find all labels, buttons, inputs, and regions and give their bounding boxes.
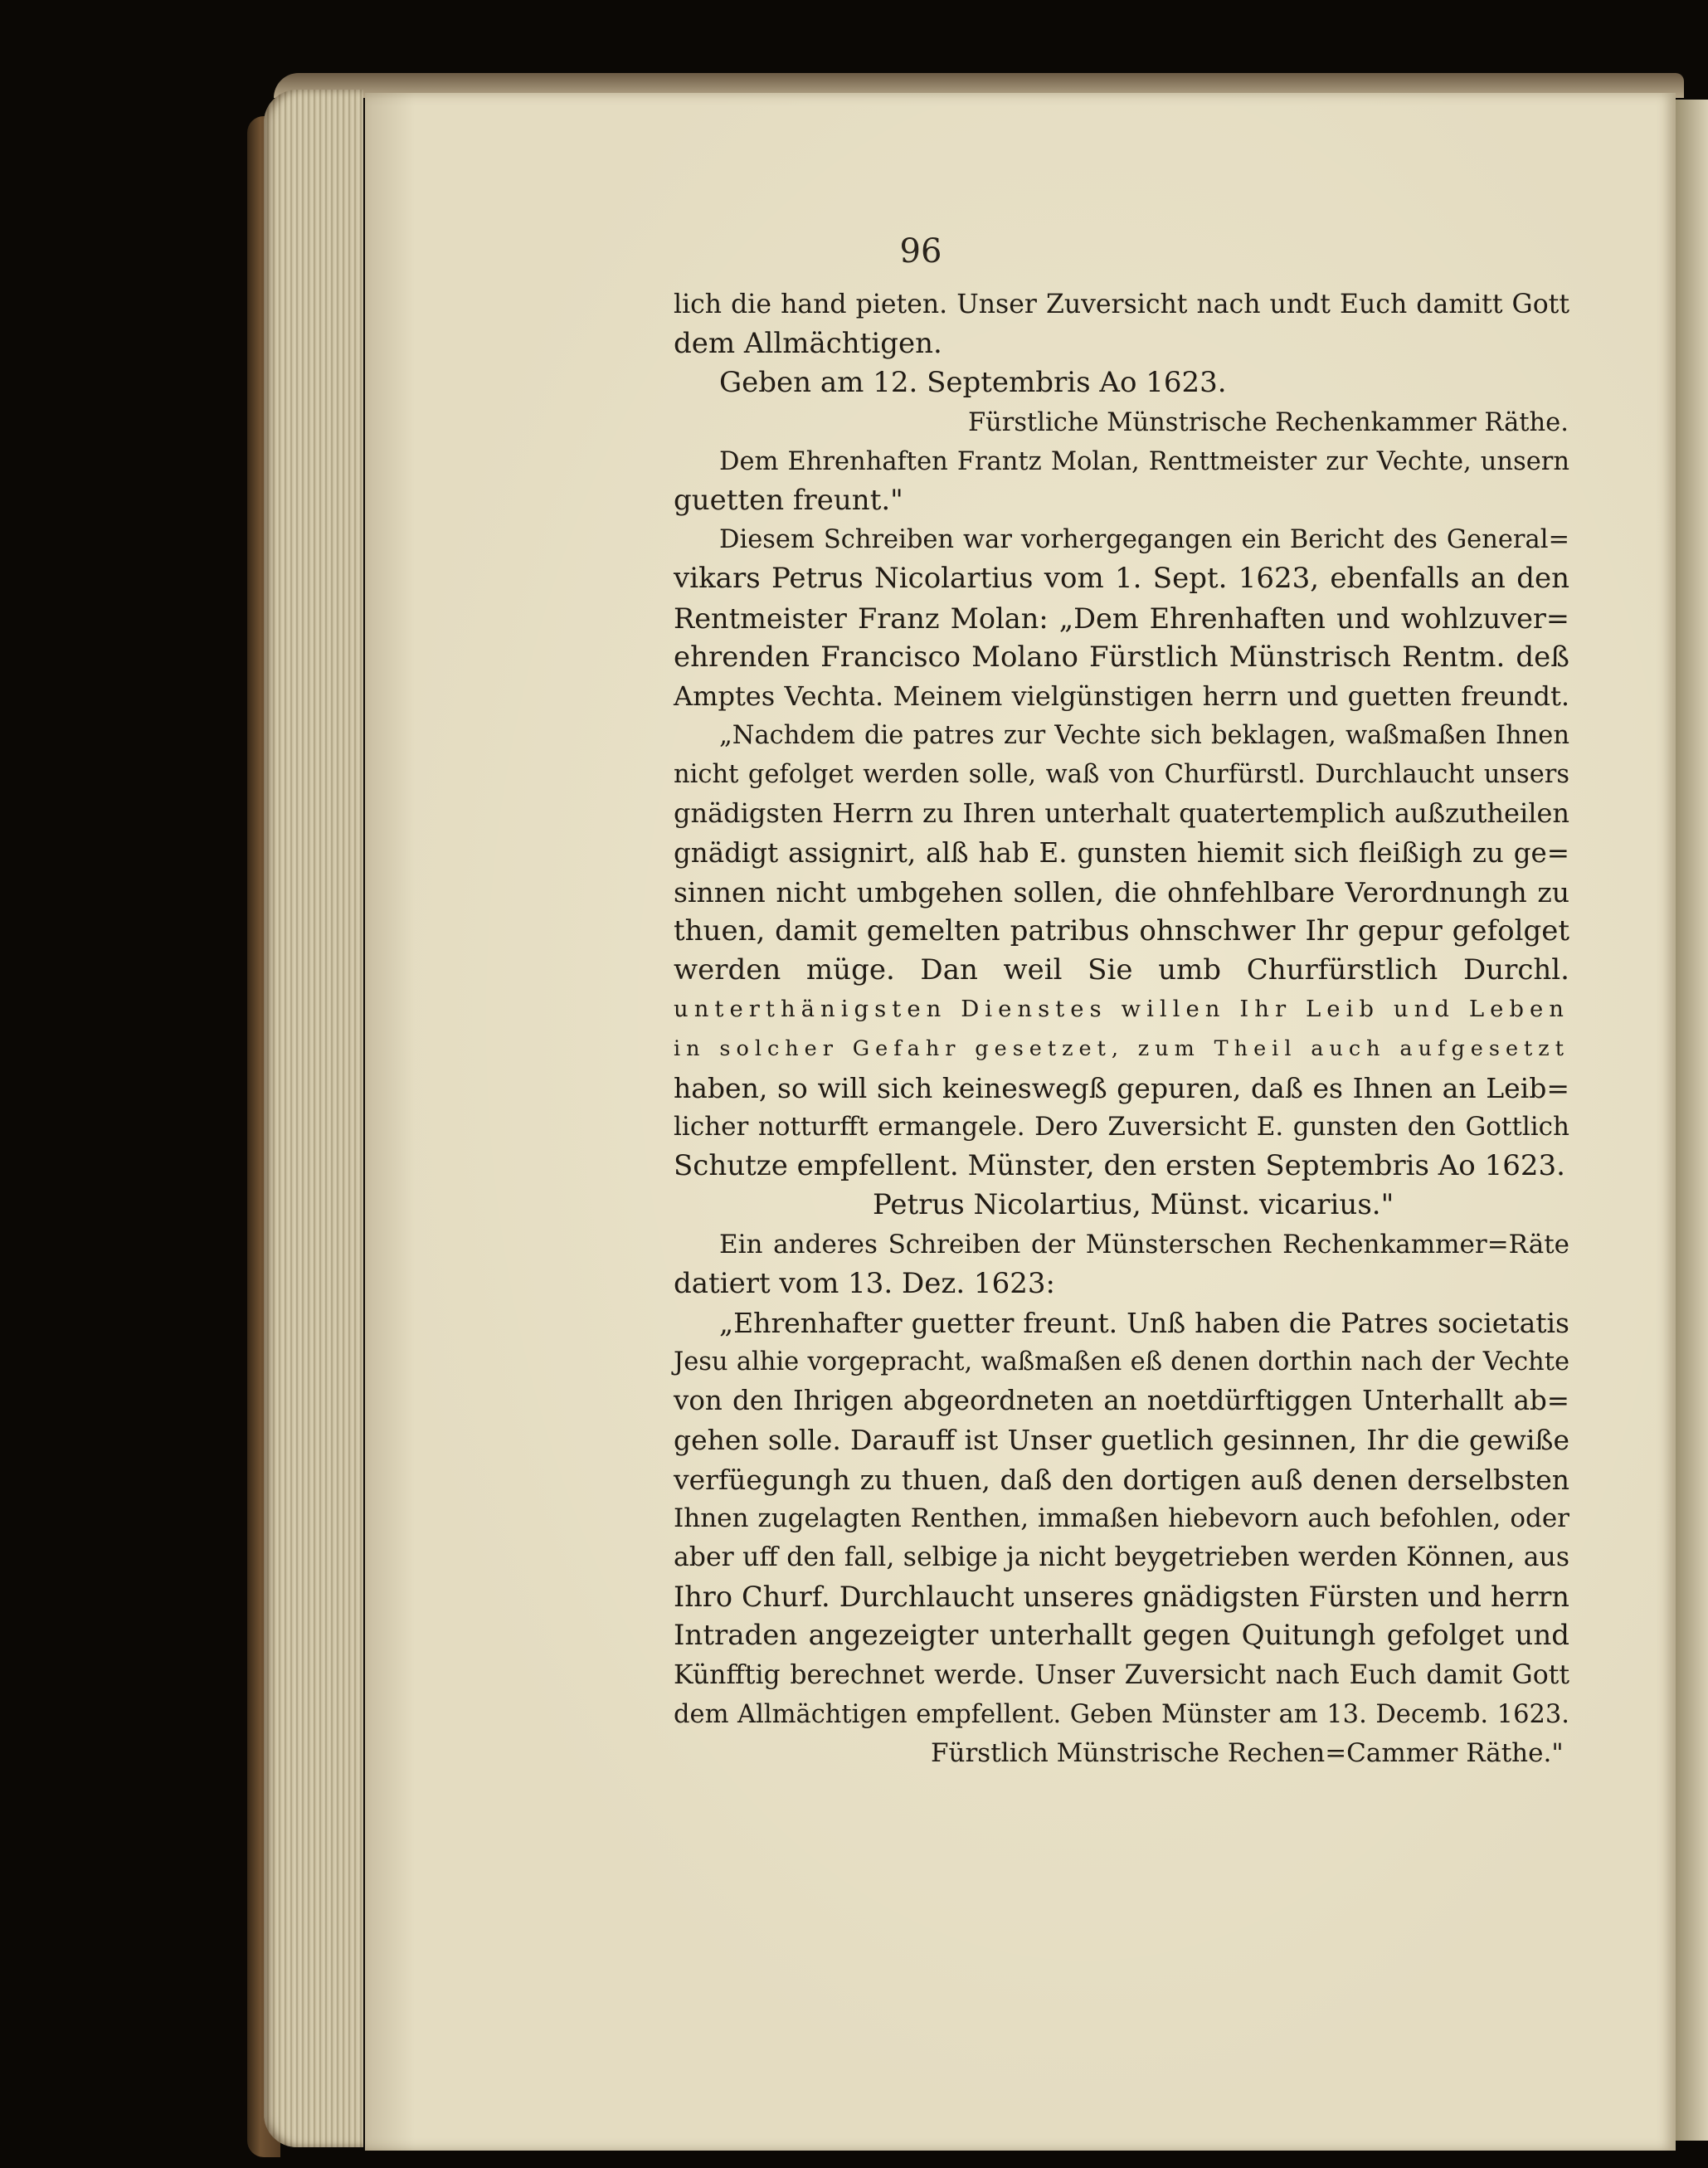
text-line: datiert vom 13. Dez. 1623:	[674, 1266, 1055, 1300]
facing-page-edge	[1676, 100, 1708, 2141]
text-line: Rentmeister Franz Molan: „Dem Ehrenhaften und wohlzuver=	[674, 602, 1569, 635]
text-line: Amptes Vechta. Meinem vielgünstigen herrn und guetten freundt.	[674, 680, 1569, 712]
text-line: werden müge. Dan weil Sie umb Churfürstlich Durchl.	[674, 953, 1569, 987]
text-line: Dem Ehrenhaften Frantz Molan, Renttmeister zur Vechte, unsern	[719, 446, 1569, 476]
text-line: thuen, damit gemelten patribus ohnschwer Ihr gepur gefolget	[674, 914, 1569, 948]
text-line: Intraden angezeigter unterhallt gegen Quitungh gefolget und	[674, 1619, 1569, 1653]
page-stack-edge	[264, 90, 363, 2147]
text-line: gnädigt assignirt, alß hab E. gunsten hiemit sich fleißigh zu ge=	[674, 836, 1569, 869]
text-line: nicht gefolget werden solle, waß von Churfürstl. Durchlaucht unsers	[674, 760, 1569, 790]
signature-line: Fürstlich Münstrische Rechen=Cammer Räthe."	[931, 1737, 1564, 1768]
text-line: Geben am 12. Septembris Ao 1623.	[719, 366, 1227, 400]
text-line: Künfftig berechnet werde. Unser Zuversicht nach Euch damit Gott	[674, 1659, 1569, 1690]
page-number: 96	[899, 232, 942, 270]
text-line: Ein anderes Schreiben der Münsterschen Rechenkammer=Räte	[719, 1229, 1569, 1259]
text-line: Diesem Schreiben war vorhergegangen ein Bericht des General=	[719, 525, 1569, 555]
text-line: gnädigsten Herrn zu Ihren unterhalt quatertemplich außzutheilen	[674, 797, 1569, 830]
text-line: sinnen nicht umbgehen sollen, die ohnfehlbare Verordnungh zu	[674, 875, 1569, 909]
text-line: Jesu alhie vorgepracht, waßmaßen eß denen dorthin nach der Vechte	[674, 1347, 1569, 1377]
text-line: haben, so will sich keineswegß gepuren, daß es Ihnen an Leib=	[674, 1071, 1569, 1104]
text-line: verfüegungh zu thuen, daß den dortigen auß denen derselbsten	[674, 1463, 1569, 1496]
text-line: Ihro Churf. Durchlaucht unseres gnädigsten Fürsten und herrn	[674, 1581, 1569, 1614]
text-line: „Nachdem die patres zur Vechte sich beklagen, waßmaßen Ihnen	[719, 721, 1569, 751]
text-line: in solcher Gefahr gesetzet, zum Theil auch aufgesetzt	[674, 1035, 1569, 1061]
text-line: licher notturfft ermangele. Dero Zuversicht E. gunsten den Gottlich	[674, 1111, 1569, 1142]
text-line: dem Allmächtigen empfellent. Geben Münster am 13. Decemb. 1623.	[674, 1699, 1569, 1729]
text-line: gehen solle. Darauff ist Unser guetlich gesinnen, Ihr die gewiße	[674, 1424, 1569, 1457]
book-page	[365, 93, 1676, 2151]
text-line: aber uff den fall, selbige ja nicht beygetrieben werden Können, aus	[674, 1542, 1569, 1572]
text-line: Ihnen zugelagten Renthen, immaßen hiebevorn auch befohlen, oder	[674, 1503, 1569, 1533]
signature-line: Petrus Nicolartius, Münst. vicarius."	[873, 1188, 1394, 1222]
signature-line: Fürstliche Münstrische Rechenkammer Räthe.	[968, 407, 1569, 437]
text-line: dem Allmächtigen.	[674, 327, 942, 361]
text-line: ehrenden Francisco Molano Fürstlich Münstrisch Rentm. deß	[674, 640, 1569, 674]
text-line: lich die hand pieten. Unser Zuversicht nach undt Euch damitt Gott	[674, 290, 1569, 319]
text-line: von den Ihrigen abgeordneten an noetdürftiggen Unterhallt ab=	[674, 1385, 1569, 1417]
text-line: guetten freunt."	[674, 483, 903, 517]
text-line: „Ehrenhafter guetter freunt. Unß haben die Patres societatis	[719, 1306, 1569, 1339]
text-line: unterthänigsten Dienstes willen Ihr Leib und Leben	[674, 996, 1569, 1023]
page-text	[674, 285, 1569, 1773]
text-line: Schutze empfellent. Münster, den ersten Septembris Ao 1623.	[674, 1149, 1565, 1183]
text-line: vikars Petrus Nicolartius vom 1. Sept. 1623, ebenfalls an den	[674, 562, 1569, 596]
